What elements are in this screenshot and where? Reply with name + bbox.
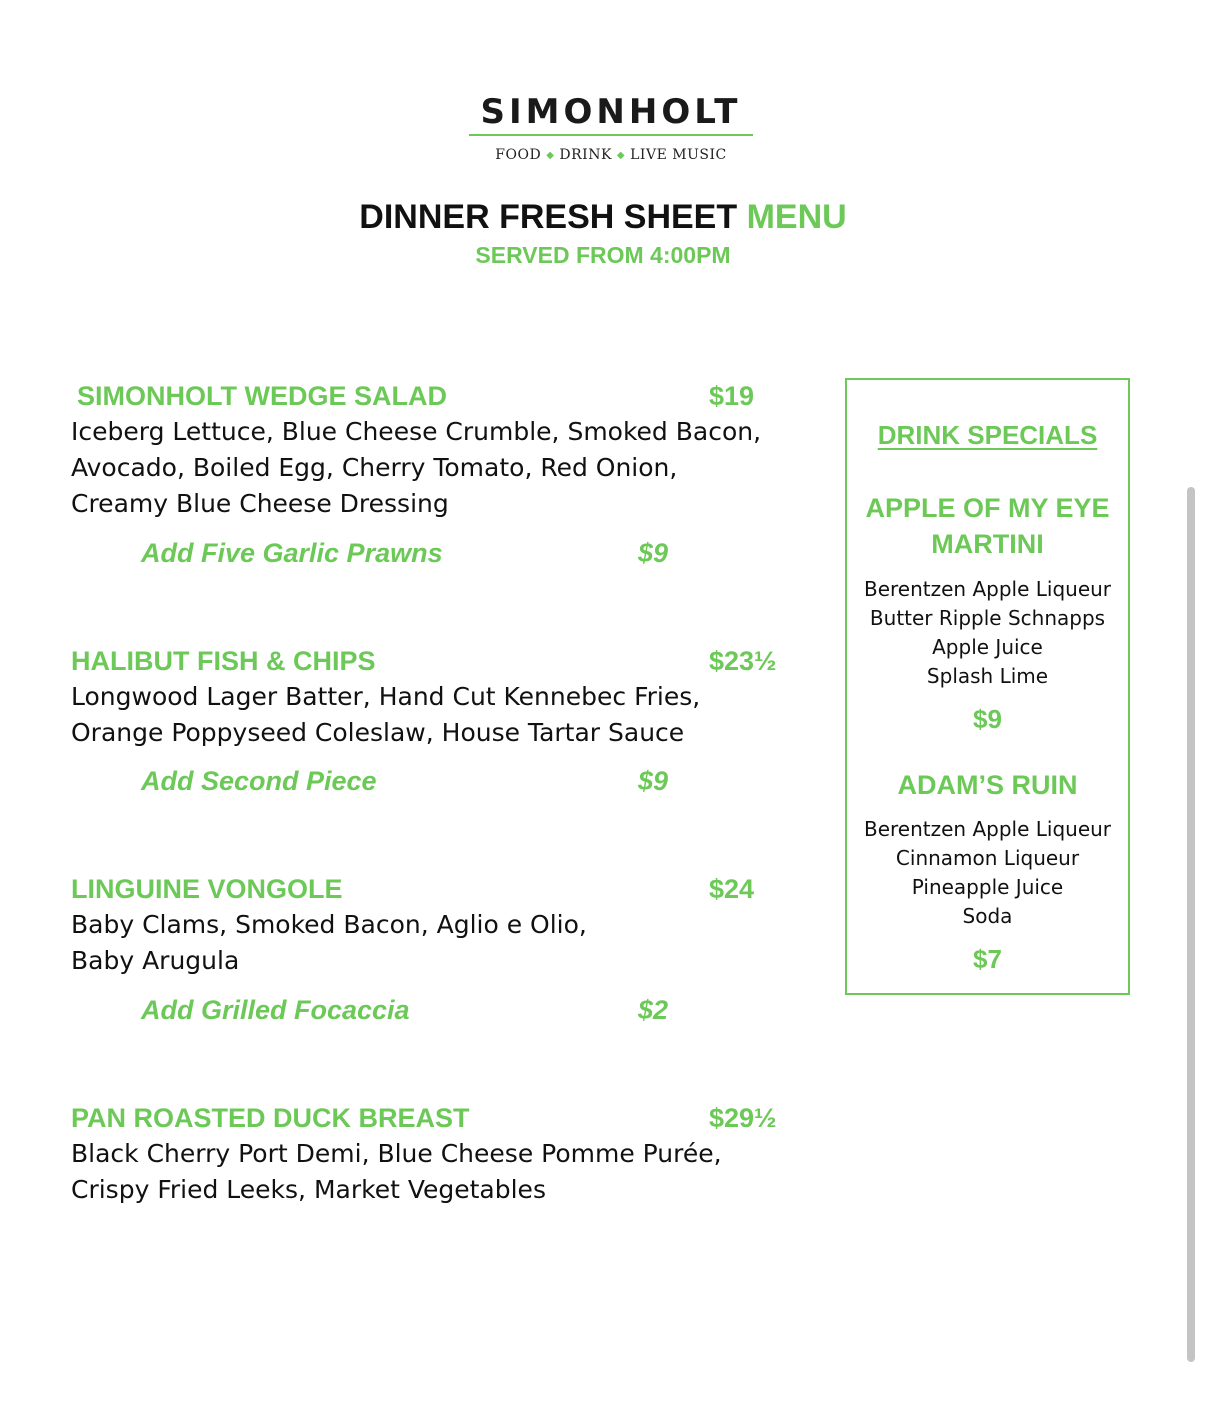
drink-name-line: APPLE OF MY EYE	[865, 493, 1110, 523]
ingredient: Cinnamon Liqueur	[895, 846, 1080, 870]
drink-ingredients	[847, 575, 1128, 691]
description-line: Baby Clams, Smoked Bacon, Aglio e Olio,	[71, 910, 587, 939]
ingredient: Apple Juice	[932, 635, 1043, 659]
ingredient: Berentzen Apple Liqueur	[863, 577, 1112, 601]
page-title-accent: MENU	[746, 198, 847, 236]
dish-price: $29½	[709, 1103, 777, 1133]
scrollbar-thumb[interactable]	[1187, 487, 1195, 1362]
drink-name	[847, 767, 1128, 803]
logo	[463, 92, 759, 166]
drink-price: $9	[973, 704, 1002, 734]
description-line: Crispy Fried Leeks, Market Vegetables	[71, 1175, 546, 1204]
drink-specials-panel	[845, 378, 1130, 995]
dish-description	[71, 679, 791, 751]
dish-price: $24	[709, 874, 755, 904]
drink-specials-heading: DRINK SPECIALS	[877, 420, 1098, 450]
description-line: Iceberg Lettuce, Blue Cheese Crumble, Smoked Bacon,	[71, 417, 762, 446]
addon-name: Add Five Garlic Prawns	[141, 538, 443, 568]
page-title	[0, 196, 1206, 238]
dish-wedge-salad	[71, 380, 791, 570]
description-line: Black Cherry Port Demi, Blue Cheese Pomme Purée,	[71, 1139, 722, 1168]
description-line: Creamy Blue Cheese Dressing	[71, 489, 449, 518]
ingredient: Splash Lime	[926, 664, 1049, 688]
diamond-icon: ◆	[546, 150, 555, 161]
diamond-icon: ◆	[616, 150, 626, 161]
addon-price: $2	[638, 995, 669, 1025]
tagline-food: FOOD	[495, 147, 542, 163]
dish-description	[71, 1136, 791, 1208]
description-line: Baby Arugula	[71, 946, 240, 975]
dish-name: LINGUINE VONGOLE	[71, 874, 343, 904]
ingredient: Soda	[962, 904, 1013, 928]
drink-name-line: ADAM’S RUIN	[897, 770, 1078, 800]
dish-halibut-fish-chips	[71, 645, 791, 805]
logo-tagline	[463, 146, 759, 166]
drink-name-line: MARTINI	[931, 529, 1044, 559]
addon-price: $9	[638, 538, 669, 568]
dish-description	[71, 907, 791, 979]
dish-duck-breast	[71, 1102, 791, 1212]
description-line: Avocado, Boiled Egg, Cherry Tomato, Red Onion,	[71, 453, 678, 482]
logo-wordmark: SIMONHOLT	[480, 92, 742, 132]
ingredient: Pineapple Juice	[911, 875, 1064, 899]
ingredient: Butter Ripple Schnapps	[869, 606, 1106, 630]
page-subtitle: SERVED FROM 4:00PM	[475, 242, 731, 268]
dish-name: HALIBUT FISH & CHIPS	[71, 646, 376, 676]
drink-name	[847, 490, 1128, 562]
addon-name: Add Second Piece	[141, 766, 377, 796]
addon-price: $9	[638, 766, 669, 796]
dish-name: PAN ROASTED DUCK BREAST	[71, 1103, 470, 1133]
description-line: Orange Poppyseed Coleslaw, House Tartar Sauce	[71, 718, 685, 747]
dish-description	[71, 414, 791, 522]
dish-name: SIMONHOLT WEDGE SALAD	[77, 381, 447, 411]
ingredient: Berentzen Apple Liqueur	[863, 817, 1112, 841]
page-title-main: DINNER FRESH SHEET	[359, 198, 738, 236]
drink-price: $7	[973, 944, 1002, 974]
tagline-drink: DRINK	[559, 147, 612, 163]
logo-divider	[469, 134, 753, 136]
dish-linguine-vongole	[71, 873, 791, 1033]
drink-ingredients	[847, 815, 1128, 931]
dish-price: $23½	[709, 646, 777, 676]
dish-price: $19	[709, 381, 755, 411]
tagline-live-music: LIVE MUSIC	[630, 147, 727, 163]
addon-name: Add Grilled Focaccia	[141, 995, 410, 1025]
description-line: Longwood Lager Batter, Hand Cut Kennebec Fries,	[71, 682, 701, 711]
